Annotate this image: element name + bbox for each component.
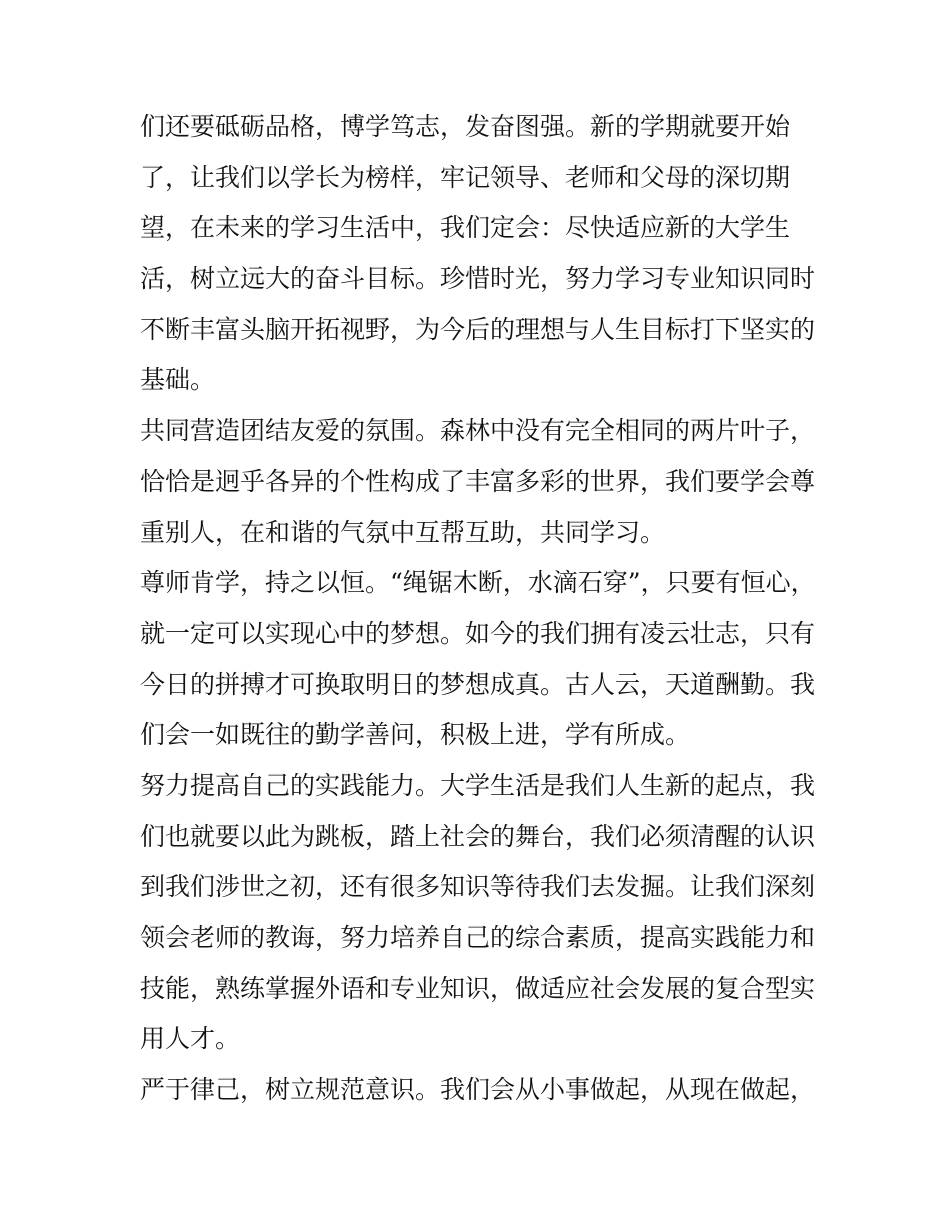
text-line: 们还要砥砺品格，博学笃志，发奋图强。新的学期就要开始 <box>140 112 791 141</box>
text-line: 技能，熟练掌握外语和专业知识，做适应社会发展的复合型实 <box>140 973 816 1003</box>
body-text <box>140 102 820 1116</box>
text-line: 活，树立远大的奋斗目标。珍惜时光，努力学习专业知识同时 <box>140 264 816 294</box>
text-line: 了，让我们以学长为榜样，牢记领导、老师和父母的深切期 <box>140 162 791 192</box>
text-line: 基础。 <box>140 365 216 395</box>
text-line: 领会老师的教诲，努力培养自己的综合素质，提高实践能力和 <box>140 923 816 952</box>
text-line: 今日的拼搏才可换取明日的梦想成真。古人云，天道酬勤。我 <box>140 669 816 699</box>
text-line: 用人才。 <box>140 1024 241 1054</box>
text-line: 不断丰富头脑开拓视野，为今后的理想与人生目标打下坚实的 <box>140 314 816 344</box>
text-line: 恰恰是迥乎各异的个性构成了丰富多彩的世界，我们要学会尊 <box>140 466 816 496</box>
text-line: 努力提高自己的实践能力。大学生活是我们人生新的起点，我 <box>140 770 816 800</box>
text-line: 们也就要以此为跳板，踏上社会的舞台，我们必须清醒的认识 <box>140 821 816 851</box>
text-line: 共同营造团结友爱的氛围。森林中没有完全相同的两片叶子， <box>140 416 816 446</box>
text-line: 望，在未来的学习生活中，我们定会：尽快适应新的大学生 <box>140 213 791 243</box>
text-line: 严于律己，树立规范意识。我们会从小事做起，从现在做起， <box>140 1075 816 1105</box>
text-line: 们会一如既往的勤学善问，积极上进，学有所成。 <box>140 720 691 750</box>
text-line: 重别人，在和谐的气氛中互帮互助，共同学习。 <box>140 517 666 547</box>
text-line: 就一定可以实现心中的梦想。如今的我们拥有凌云壮志，只有 <box>140 618 816 648</box>
text-line: 尊师肯学，持之以恒。“绳锯木断，水滴石穿”，只要有恒心， <box>140 568 816 598</box>
text-line: 到我们涉世之初，还有很多知识等待我们去发掘。让我们深刻 <box>140 872 816 902</box>
